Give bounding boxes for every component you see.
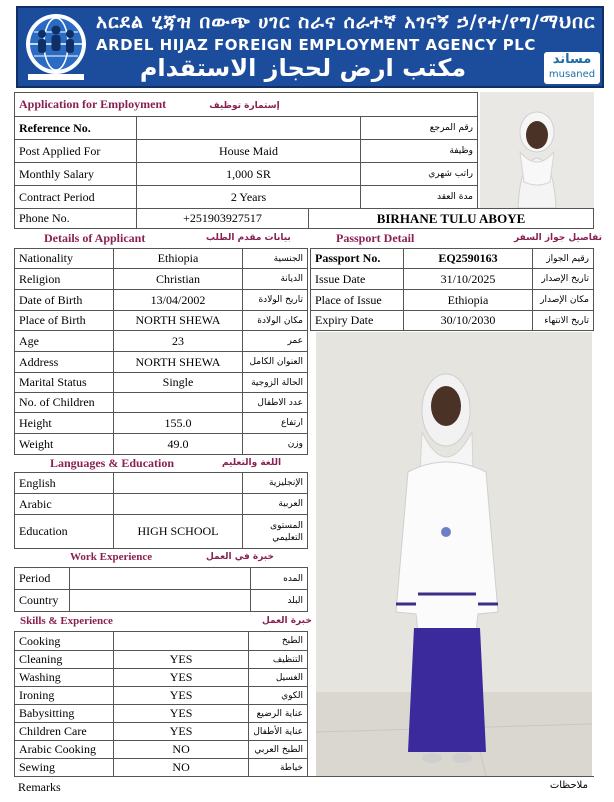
field-label-ar: الحالة الزوجية	[243, 373, 308, 393]
agency-header	[16, 6, 604, 88]
agency-globe-logo-icon	[24, 12, 88, 82]
table-row	[15, 331, 308, 352]
field-label: Arabic	[15, 494, 114, 515]
field-value: YES	[113, 651, 249, 669]
field-value: YES	[113, 723, 249, 741]
field-label: Post Applied For	[15, 140, 137, 163]
field-value: NO	[113, 759, 249, 777]
field-label: Marital Status	[15, 373, 114, 393]
field-value: Single	[114, 373, 243, 393]
field-value: Christian	[114, 269, 243, 290]
field-label-ar: وظيفة	[361, 140, 478, 163]
field-label-ar: الطبخ	[249, 632, 308, 651]
full-length-photo-icon	[316, 332, 592, 776]
table-row	[15, 723, 308, 741]
field-label-ar: العنوان الكامل	[243, 352, 308, 373]
skills-table	[14, 631, 308, 777]
field-label: Reference No.	[15, 117, 137, 140]
field-label-ar: الجنسية	[243, 249, 308, 269]
field-label: Place of Issue	[311, 290, 404, 311]
field-label-ar: تاريخ الولادة	[243, 290, 308, 311]
field-value	[113, 632, 249, 651]
field-value: 23	[114, 331, 243, 352]
table-row	[15, 705, 308, 723]
table-row	[15, 759, 308, 777]
field-value: 1,000 SR	[137, 163, 361, 186]
field-value: EQ2590163	[404, 249, 533, 269]
passport-title-ar: تفاصيل جواز السفر	[514, 233, 603, 243]
field-value: 30/10/2030	[404, 311, 533, 331]
phone-label: Phone No.	[15, 209, 137, 229]
field-value: Ethiopia	[114, 249, 243, 269]
table-row	[15, 290, 308, 311]
field-label-ar: التنظيف	[249, 651, 308, 669]
musaned-arabic: مساند	[552, 52, 592, 67]
details-table	[14, 248, 308, 455]
table-row	[15, 515, 308, 549]
field-label-ar: المستوى	[270, 520, 303, 531]
field-label-ar: عدد الاطفال	[243, 393, 308, 413]
field-label-ar: مدة العقد	[361, 186, 478, 209]
field-value: NO	[113, 741, 249, 759]
table-row	[15, 163, 478, 186]
passport-table	[310, 248, 594, 331]
field-label-ar: خياطة	[249, 759, 308, 777]
english-agency-name: ARDEL HIJAZ FOREIGN EMPLOYMENT AGENCY PLC	[96, 36, 536, 54]
skills-title: Skills & Experience	[20, 615, 113, 627]
field-value: 155.0	[114, 413, 243, 434]
field-label: Sewing	[15, 759, 114, 777]
field-label: No. of Children	[15, 393, 114, 413]
field-label: Weight	[15, 434, 114, 455]
applicant-full-name: BIRHANE TULU ABOYE	[309, 209, 594, 229]
amharic-agency-name: አርደል ሂጃዝ በውጭ ሀገር ስራና ሰራተኛ አገናኝ ኃ/የተ/የግ/ማህበር	[96, 11, 596, 33]
languages-title-ar: اللغة والتعليم	[222, 458, 282, 468]
field-label: Religion	[15, 269, 114, 290]
field-value	[114, 494, 243, 515]
applicant-portrait-photo	[480, 92, 594, 208]
field-label: Issue Date	[311, 269, 404, 290]
phone-value: +251903927517	[137, 209, 309, 229]
arabic-agency-name: مكتب ارض لحجاز الاستقدام	[139, 54, 467, 82]
field-label: Nationality	[15, 249, 114, 269]
field-value	[70, 568, 251, 590]
field-label-ar: تاريخ الإصدار	[533, 269, 594, 290]
field-label-ar: المده	[251, 568, 308, 590]
portrait-icon	[480, 92, 594, 208]
field-label: Date of Birth	[15, 290, 114, 311]
languages-table	[14, 472, 308, 549]
field-label: Arabic Cooking	[15, 741, 114, 759]
field-label: Address	[15, 352, 114, 373]
remarks-label: Remarks	[18, 780, 61, 794]
field-value: HIGH SCHOOL	[114, 515, 243, 549]
applicant-full-length-photo	[316, 332, 592, 776]
details-title: Details of Applicant	[44, 231, 146, 245]
field-label: Washing	[15, 669, 114, 687]
field-value: NORTH SHEWA	[114, 311, 243, 331]
passport-title: Passport Detail	[336, 231, 415, 245]
field-label: English	[15, 473, 114, 494]
table-row	[15, 249, 308, 269]
field-value	[114, 393, 243, 413]
table-row	[15, 494, 308, 515]
field-label: Period	[15, 568, 70, 590]
table-row	[15, 651, 308, 669]
remarks-row	[14, 776, 594, 797]
field-label: Age	[15, 331, 114, 352]
field-label-ar: وزن	[243, 434, 308, 455]
work-table	[14, 567, 308, 612]
table-row	[15, 568, 308, 590]
field-label-ar: البلد	[251, 590, 308, 612]
field-label: Contract Period	[15, 186, 137, 209]
field-value	[70, 590, 251, 612]
application-title: Application for Employment	[19, 97, 167, 111]
table-row	[15, 393, 308, 413]
field-label: Height	[15, 413, 114, 434]
table-row	[311, 290, 594, 311]
musaned-logo	[544, 52, 600, 84]
field-value: NORTH SHEWA	[114, 352, 243, 373]
table-row	[15, 352, 308, 373]
table-row	[15, 741, 308, 759]
field-label: Expiry Date	[311, 311, 404, 331]
musaned-english: musaned	[548, 69, 596, 80]
field-label-ar: العربية	[243, 494, 308, 515]
field-label-ar: ارتفاع	[243, 413, 308, 434]
field-value: YES	[113, 705, 249, 723]
field-label-ar: راتب شهري	[361, 163, 478, 186]
field-value: 49.0	[114, 434, 243, 455]
field-label: Children Care	[15, 723, 114, 741]
field-label: Cleaning	[15, 651, 114, 669]
field-label-ar: مكان الولادة	[243, 311, 308, 331]
field-value: 13/04/2002	[114, 290, 243, 311]
details-title-ar: بيانات مقدم الطلب	[206, 233, 291, 243]
field-value	[137, 117, 361, 140]
field-label: Monthly Salary	[15, 163, 137, 186]
field-value: YES	[113, 669, 249, 687]
table-row	[15, 373, 308, 393]
skills-title-ar: خبرة العمل	[262, 616, 312, 626]
table-row	[15, 269, 308, 290]
field-label-ar: رقم المرجع	[361, 117, 478, 140]
field-label-ar: الإنجليزية	[243, 473, 308, 494]
field-value: 2 Years	[137, 186, 361, 209]
languages-title: Languages & Education	[50, 456, 175, 470]
field-value: House Maid	[137, 140, 361, 163]
table-row	[15, 632, 308, 651]
phone-row-table	[14, 208, 594, 229]
field-label-ar: عمر	[243, 331, 308, 352]
field-label-ar: تاريخ الانتهاء	[533, 311, 594, 331]
field-label: Place of Birth	[15, 311, 114, 331]
field-value: YES	[113, 687, 249, 705]
table-row	[15, 669, 308, 687]
field-value: 31/10/2025	[404, 269, 533, 290]
field-value: Ethiopia	[404, 290, 533, 311]
application-title-ar: إستمارة توظيف	[209, 101, 280, 111]
field-label-ar: الديانة	[243, 269, 308, 290]
table-row	[15, 140, 478, 163]
field-label: Babysitting	[15, 705, 114, 723]
application-table	[14, 92, 478, 209]
table-row	[311, 311, 594, 331]
field-label-ar: عناية الرضيع	[249, 705, 308, 723]
field-label-ar: عناية الأطفال	[249, 723, 308, 741]
field-label-ar: الكوي	[249, 687, 308, 705]
field-label-ar: الغسيل	[249, 669, 308, 687]
table-row	[15, 473, 308, 494]
field-label: Ironing	[15, 687, 114, 705]
field-label: Passport No.	[311, 249, 404, 269]
table-row	[15, 186, 478, 209]
work-title-ar: خبرة في العمل	[206, 552, 274, 562]
work-title: Work Experience	[70, 551, 153, 563]
table-row	[15, 434, 308, 455]
table-row	[311, 269, 594, 290]
table-row	[15, 311, 308, 331]
field-label: Cooking	[15, 632, 114, 651]
field-label-ar-2: التعليمي	[272, 532, 303, 543]
remarks-label-ar: ملاحظات	[549, 780, 588, 791]
field-label-ar: مكان الإصدار	[533, 290, 594, 311]
table-row	[15, 687, 308, 705]
table-row	[311, 249, 594, 269]
field-label-ar: الطبخ العربي	[249, 741, 308, 759]
table-row	[15, 413, 308, 434]
table-row	[15, 117, 478, 140]
field-label-ar: رقيم الجواز	[533, 249, 594, 269]
field-value	[114, 473, 243, 494]
table-row	[15, 590, 308, 612]
field-label: Country	[15, 590, 70, 612]
field-label: Education	[15, 515, 114, 549]
